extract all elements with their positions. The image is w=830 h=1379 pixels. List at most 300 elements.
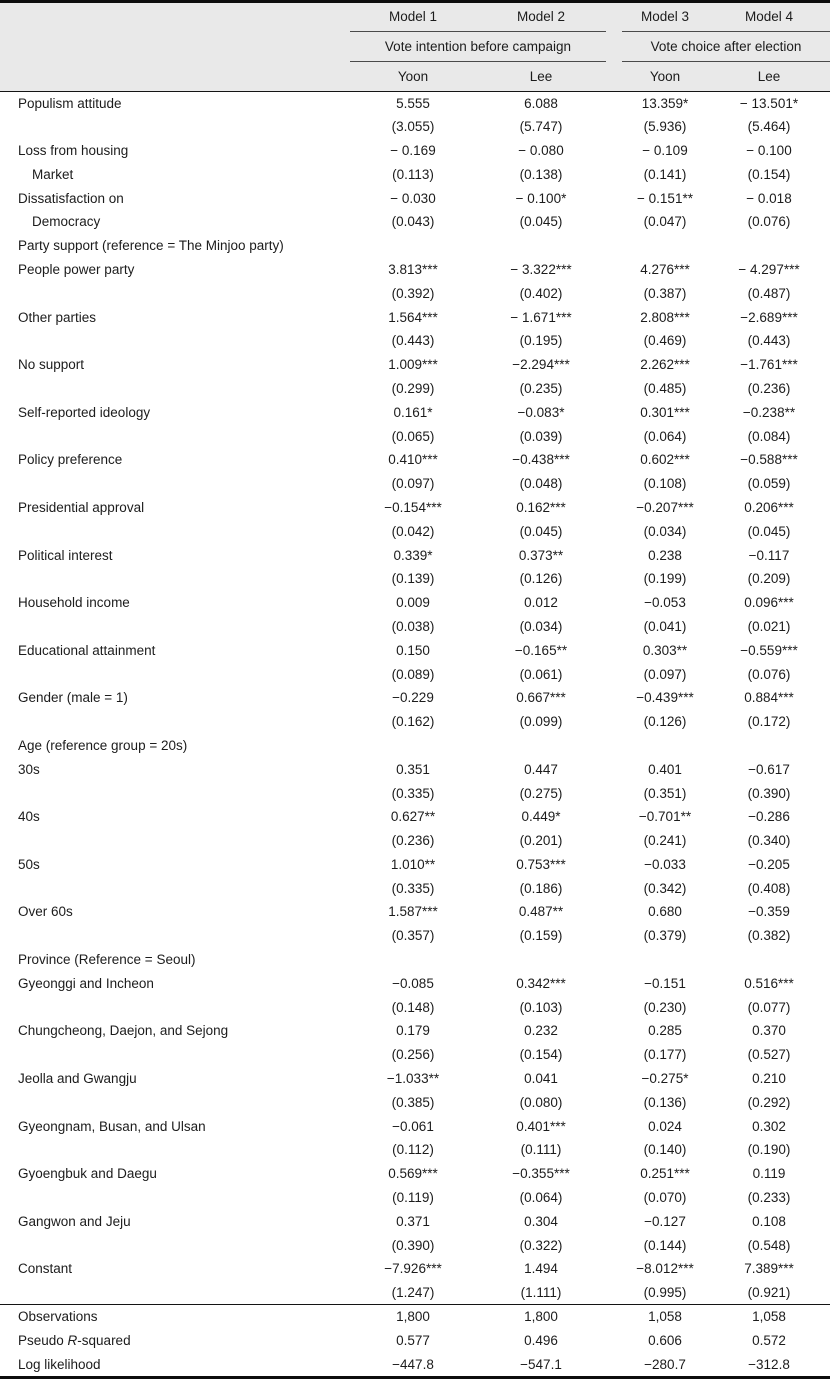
se-value: (0.045) [747,523,791,539]
se-value: (0.195) [519,333,563,349]
coef-value: − 0.018 [746,190,792,206]
se-value: (0.357) [391,928,435,944]
se-value: (0.154) [747,166,791,182]
column-gap [606,400,622,424]
standard-error-row [0,924,830,948]
coef-value: 3.813*** [388,261,438,277]
se-value: (0.065) [391,428,435,444]
se-value: (0.113) [392,166,434,182]
header-label-spacer [0,61,350,91]
section-label: Province (Reference = Seoul) [18,952,196,968]
coef-value: 0.161* [393,404,433,420]
se-value: (0.039) [519,428,563,444]
column-gap [606,924,622,948]
column-gap [606,31,622,61]
column-gap [606,853,622,877]
column-gap [606,353,622,377]
se-value: (0.275) [519,785,563,801]
se-value: (0.159) [519,928,563,944]
row-sublabel [0,781,350,805]
coef-value: −0.355*** [512,1166,570,1182]
coef-value: 1.010** [390,856,436,872]
coef-value: 0.753*** [516,856,566,872]
se-value: (0.034) [519,618,563,634]
coef-value: 0.516*** [744,975,794,991]
se-value: (0.103) [519,999,563,1015]
column-gap [606,305,622,329]
coefficient-row [0,305,830,329]
row-label: Constant [18,1261,73,1277]
column-gap [606,377,622,401]
column-gap [606,1209,622,1233]
column-gap [606,1305,622,1329]
coefficient-row [0,448,830,472]
column-gap [606,1067,622,1091]
coef-value: 1.494 [524,1261,558,1277]
coef-value: 0.401 [648,761,682,777]
column-gap [606,900,622,924]
coef-value: 1.564*** [388,309,438,325]
se-value: (0.201) [519,833,563,849]
coef-value: 0.238 [648,547,682,563]
coef-value: −0.229 [392,690,434,706]
coef-value: 0.602*** [640,452,690,468]
row-label: Over 60s [18,904,73,920]
column-gap [606,162,622,186]
coef-value: 1.009*** [388,357,438,373]
se-value: (0.236) [747,380,791,396]
coef-value: 0.303** [642,642,688,658]
se-value: (0.097) [391,476,435,492]
coefficient-row [0,805,830,829]
coef-value: 0.012 [524,595,558,611]
stat-value: −447.8 [392,1356,434,1372]
column-gap [606,424,622,448]
label-fragment: R [67,1332,78,1348]
row-label: Other parties [18,309,97,325]
row-sublabel [0,876,350,900]
se-value: (0.108) [643,476,687,492]
se-value: (0.047) [643,214,687,230]
se-value: (0.084) [747,428,791,444]
coef-value: −0.439*** [636,690,694,706]
se-value: (0.299) [391,380,435,396]
coef-value: 0.884*** [744,690,794,706]
section-row [0,948,830,972]
coef-value: 6.088 [524,95,558,111]
row-sublabel [0,472,350,496]
standard-error-row [0,210,830,234]
column-gap [606,1138,622,1162]
standard-error-row [0,1090,830,1114]
standard-error-row [0,829,830,853]
se-value: (0.154) [519,1047,563,1063]
coef-value: 0.401*** [516,1118,566,1134]
section-row [0,734,830,758]
se-value: (0.230) [643,999,687,1015]
se-value: (0.379) [643,928,687,944]
coef-value: 0.301*** [640,404,690,420]
coefficient-row [0,1209,830,1233]
column-gap [606,472,622,496]
se-value: (0.335) [391,880,435,896]
se-value: (0.527) [747,1047,791,1063]
column-gap [606,115,622,139]
row-label: Jeolla and Gwangju [18,1071,137,1087]
coef-value: − 0.109 [642,142,688,158]
row-sublabel [0,995,350,1019]
column-gap [606,543,622,567]
row-sublabel [0,424,350,448]
section-row [0,234,830,258]
standard-error-row [0,115,830,139]
coef-value: −0.559*** [740,642,798,658]
row-sublabel [0,377,350,401]
se-value: (0.351) [643,785,687,801]
row-label: Household income [18,595,130,611]
row-sublabel [0,567,350,591]
row-sublabel [0,115,350,139]
coef-value: − 3.322*** [510,261,572,277]
column-gap [606,448,622,472]
se-value: (0.034) [643,523,687,539]
coef-value: 0.251*** [640,1166,690,1182]
row-sublabel [0,329,350,353]
se-value: (0.126) [643,714,687,730]
coef-value: 0.024 [648,1118,682,1134]
coef-value: 0.680 [648,904,682,920]
row-sublabel [0,1043,350,1067]
coef-value: 0.667*** [516,690,566,706]
column-gap [606,662,622,686]
row-label: Loss from housing [18,142,129,158]
se-value: (0.043) [391,214,435,230]
se-value: (0.076) [747,666,791,682]
se-value: (0.045) [519,214,563,230]
se-value: (0.080) [519,1094,563,1110]
coef-value: 0.232 [524,1023,558,1039]
coef-value: −2.294*** [512,357,570,373]
standard-error-row [0,781,830,805]
standard-error-row [0,1281,830,1305]
coef-value: −0.275* [641,1071,689,1087]
column-gap [606,876,622,900]
stat-label: Log likelihood [18,1356,101,1372]
coef-value: −0.117 [748,547,790,563]
se-value: (0.138) [519,166,563,182]
row-label: Gyeonggi and Incheon [18,975,154,991]
stat-row [0,1328,830,1352]
coef-value: −0.083* [517,404,565,420]
coefficient-row [0,686,830,710]
coef-value: 0.150 [396,642,430,658]
standard-error-row [0,424,830,448]
se-value: (0.064) [519,1190,563,1206]
column-gap [606,186,622,210]
row-label: Populism attitude [18,95,122,111]
row-label: Dissatisfaction on [18,190,124,206]
row-sublabel: Democracy [32,214,101,230]
standard-error-row [0,1043,830,1067]
se-value: (0.190) [747,1142,791,1158]
se-value: (0.148) [391,999,435,1015]
standard-error-row [0,710,830,734]
standard-error-row [0,281,830,305]
se-value: (0.241) [643,833,687,849]
stat-row [0,1305,830,1329]
column-gap [606,995,622,1019]
column-gap [606,1019,622,1043]
row-sublabel [0,924,350,948]
coefficient-row [0,186,830,210]
se-value: (0.382) [747,928,791,944]
column-gap [606,567,622,591]
row-label: No support [18,357,85,373]
coef-value: −0.154*** [384,499,442,515]
coef-value: 0.206*** [744,499,794,515]
row-label: Gyeongnam, Busan, and Ulsan [18,1118,206,1134]
group-header-row [0,31,830,61]
se-value: (0.292) [747,1094,791,1110]
se-value: (0.162) [391,714,435,730]
table-body [0,91,830,1376]
coefficient-row [0,258,830,282]
se-value: (0.136) [643,1094,687,1110]
se-value: (0.335) [391,785,435,801]
column-gap [606,615,622,639]
coef-value: 0.373** [518,547,564,563]
coef-value: −0.588*** [740,452,798,468]
se-value: (0.048) [519,476,563,492]
coefficient-row [0,591,830,615]
se-value: (0.141) [643,166,687,182]
stat-value: 0.572 [752,1332,786,1348]
row-sublabel [0,1090,350,1114]
column-gap [606,829,622,853]
column-gap [606,1352,622,1376]
se-value: (0.256) [391,1047,435,1063]
row-label: 30s [18,761,40,777]
se-value: (1.111) [520,1284,562,1300]
column-gap [606,1233,622,1257]
row-sublabel: Market [32,166,74,182]
se-value: (0.126) [519,571,563,587]
coefficient-row [0,853,830,877]
coef-value: 0.162*** [516,499,566,515]
coef-value: −0.617 [748,761,790,777]
row-label: Gangwon and Jeju [18,1213,131,1229]
section-label: Age (reference group = 20s) [18,737,188,753]
coefficient-row [0,496,830,520]
sub-header-lee-model2: Lee [476,61,606,91]
coefficient-row [0,353,830,377]
se-value: (0.112) [392,1142,434,1158]
se-value: (0.408) [747,880,791,896]
se-value: (0.390) [391,1237,435,1253]
coef-value: 7.389*** [744,1261,794,1277]
coef-value: −1.033** [386,1071,440,1087]
se-value: (0.045) [519,523,563,539]
stat-value: 0.496 [524,1332,558,1348]
row-sublabel [0,662,350,686]
se-value: (0.487) [747,285,791,301]
coef-value: 0.370 [752,1023,786,1039]
column-gap [606,591,622,615]
column-gap [606,281,622,305]
column-gap [606,971,622,995]
coef-value: − 0.169 [390,142,436,158]
column-gap [606,710,622,734]
stat-value: 0.577 [396,1332,430,1348]
column-gap [606,805,622,829]
se-value: (0.111) [520,1142,562,1158]
se-value: (0.385) [391,1094,435,1110]
se-value: (0.387) [643,285,687,301]
se-value: (3.055) [391,119,435,135]
row-label: Gender (male = 1) [18,690,128,706]
se-value: (5.747) [519,119,563,135]
se-value: (0.236) [391,833,435,849]
row-label: Chungcheong, Daejon, and Sejong [18,1023,229,1039]
se-value: (0.099) [519,714,563,730]
stat-value: 1,058 [622,1305,708,1329]
se-value: (1.247) [391,1284,435,1300]
stat-value: −547.1 [520,1356,562,1372]
standard-error-row [0,1138,830,1162]
se-value: (5.936) [643,119,687,135]
coef-value: 2.262*** [640,357,690,373]
stat-label: Observations [0,1305,350,1329]
standard-error-row [0,662,830,686]
coef-value: −0.286 [748,809,790,825]
row-sublabel [0,1186,350,1210]
column-gap [606,258,622,282]
se-value: (0.070) [643,1190,687,1206]
coefficient-row [0,400,830,424]
coef-value: 4.276*** [640,261,690,277]
se-value: (0.061) [519,666,563,682]
coef-value: −0.151 [644,975,686,991]
column-gap [606,329,622,353]
coef-value: −0.438*** [512,452,570,468]
standard-error-row [0,1186,830,1210]
se-value: (0.392) [391,285,435,301]
se-value: (0.921) [747,1284,791,1300]
column-gap [606,1281,622,1305]
model-header-row [0,3,830,31]
standard-error-row [0,876,830,900]
se-value: (0.140) [643,1142,687,1158]
coef-value: 0.339* [393,547,433,563]
column-gap [606,638,622,662]
se-value: (0.995) [643,1284,687,1300]
column-gap [606,210,622,234]
se-value: (0.186) [519,880,563,896]
se-value: (0.342) [643,880,687,896]
coef-value: 0.304 [524,1213,558,1229]
se-value: (0.235) [519,380,563,396]
coef-value: − 0.080 [518,142,564,158]
row-sublabel [0,615,350,639]
coef-value: −0.359 [748,904,790,920]
coef-value: 0.285 [648,1023,682,1039]
coef-value: 2.808*** [640,309,690,325]
coef-value: −0.207*** [636,499,694,515]
coef-value: − 13.501* [739,95,799,111]
se-value: (0.443) [391,333,435,349]
column-gap [606,496,622,520]
coefficient-row [0,757,830,781]
coef-value: 0.119 [752,1166,786,1182]
coef-value: 0.351 [396,761,430,777]
regression-table [0,3,830,1376]
stat-value: 0.606 [648,1332,682,1348]
row-sublabel [0,1138,350,1162]
row-label: Gyoengbuk and Daegu [18,1166,157,1182]
stat-value: 1,800 [476,1305,606,1329]
coef-value: −0.165** [514,642,568,658]
stat-value: 1,800 [350,1305,476,1329]
coefficient-row [0,1019,830,1043]
standard-error-row [0,329,830,353]
coef-value: 0.487** [518,904,564,920]
coef-value: 0.627** [390,809,436,825]
se-value: (0.059) [747,476,791,492]
column-gap [606,519,622,543]
row-sublabel [0,519,350,543]
stat-value: 1,058 [708,1305,830,1329]
coef-value: 0.410*** [388,452,438,468]
coef-value: 0.096*** [744,595,794,611]
coef-value: −0.238** [742,404,796,420]
coefficient-row [0,91,830,115]
se-value: (0.041) [643,618,687,634]
coef-value: 0.569*** [388,1166,438,1182]
row-label: 50s [18,856,40,872]
coefficient-row [0,638,830,662]
column-gap [606,1114,622,1138]
coefficient-row [0,543,830,567]
column-gap [606,1162,622,1186]
coefficient-row [0,971,830,995]
coef-value: 0.108 [752,1213,786,1229]
coef-value: − 0.100 [746,142,792,158]
coefficient-row [0,1257,830,1281]
coef-value: 0.449* [521,809,561,825]
coef-value: −2.689*** [740,309,798,325]
header-label-spacer [0,3,350,31]
se-value: (0.322) [519,1237,563,1253]
coef-value: −8.012*** [636,1261,694,1277]
coef-value: − 0.151** [637,190,693,206]
se-value: (0.199) [643,571,687,587]
row-label: 40s [18,809,40,825]
se-value: (0.172) [747,714,791,730]
se-value: (0.443) [747,333,791,349]
se-value: (0.021) [747,618,791,634]
se-value: (0.097) [643,666,687,682]
column-gap [606,1257,622,1281]
se-value: (0.042) [391,523,435,539]
standard-error-row [0,162,830,186]
sub-header-lee-model4: Lee [708,61,830,91]
row-sublabel [0,1233,350,1257]
row-label: Policy preference [18,452,123,468]
row-label: People power party [18,261,135,277]
row-label: Self-reported ideology [18,404,151,420]
standard-error-row [0,567,830,591]
column-gap [606,139,622,163]
